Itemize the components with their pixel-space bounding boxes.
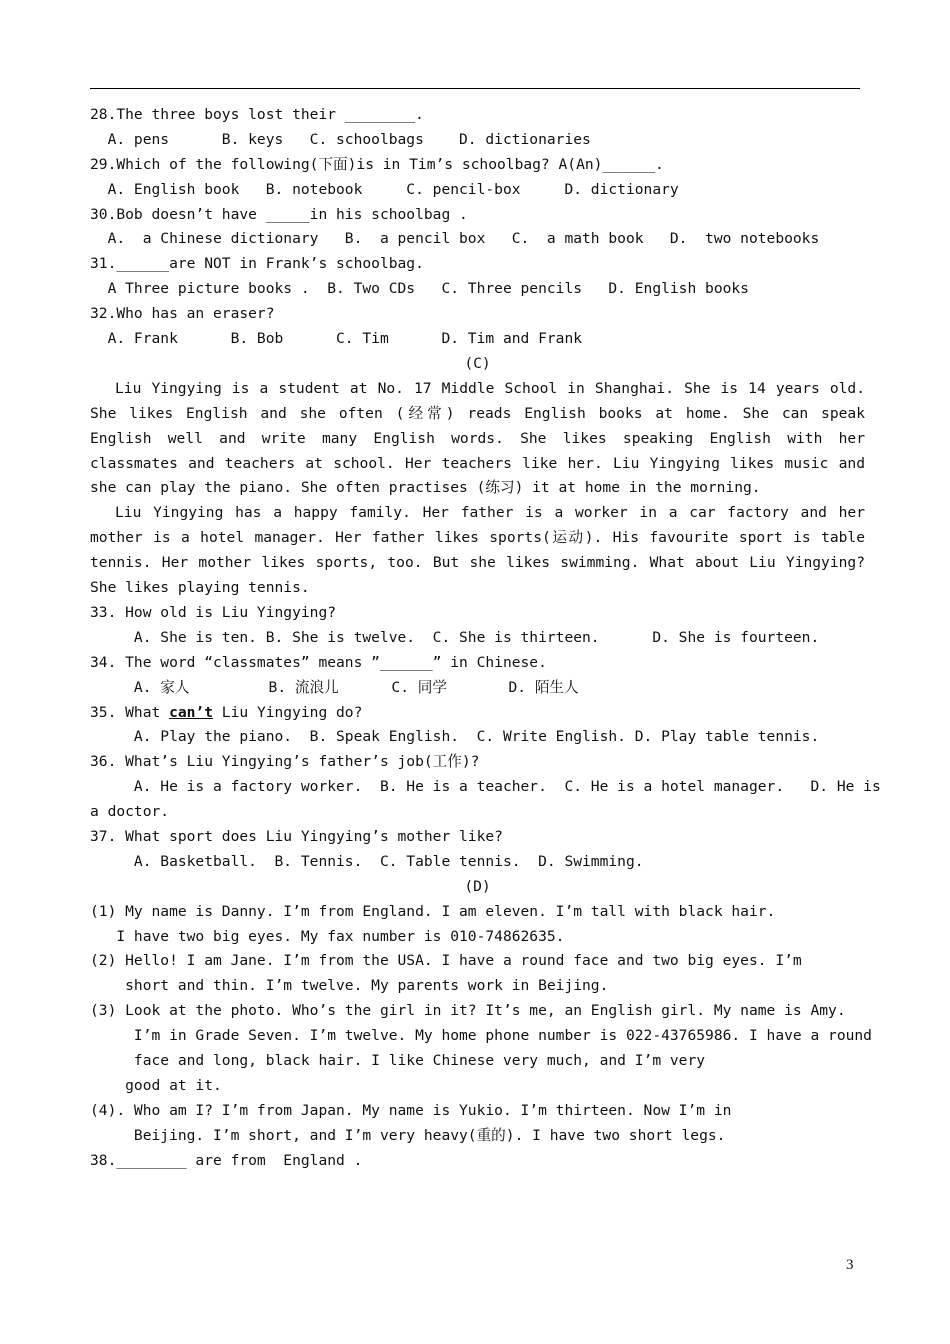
question-31-stem: 31.______are NOT in Frank’s schoolbag. bbox=[90, 255, 424, 273]
section-c-heading: (C) bbox=[464, 354, 491, 372]
page-number: 3 bbox=[846, 1257, 854, 1273]
question-35-options: A. Play the piano. B. Speak English. C. Write English. D. Play table tennis. bbox=[90, 728, 820, 746]
passage-d-line: short and thin. I’m twelve. My parents work in Beijing. bbox=[90, 977, 609, 995]
passage-c-paragraph-2: Liu Yingying has a happy family. Her father is a worker in a car factory and her mother is a hotel manager. Her father likes sports(运动). His favourite sport is table tennis. Her mother likes sports, too. But she likes swimming. What about Liu Yingying? She likes playing tennis. bbox=[90, 504, 865, 597]
question-28-stem: 28.The three boys lost their ________. bbox=[90, 106, 424, 123]
passage-d-line: Beijing. I’m short, and I’m very heavy(重的). I have two short legs. bbox=[90, 1126, 726, 1144]
header-rule bbox=[90, 88, 860, 89]
passage-d-line: (2) Hello! I am Jane. I’m from the USA. I have a round face and two big eyes. I’m bbox=[90, 952, 802, 970]
question-35-stem-start: 35. What bbox=[90, 703, 170, 721]
question-29-options: A. English book B. notebook C. pencil-box D. dictionary bbox=[90, 180, 679, 198]
question-37-stem: 37. What sport does Liu Yingying’s mother like? bbox=[90, 827, 503, 845]
question-30-options: A. a Chinese dictionary B. a pencil box C. a math book D. two notebooks bbox=[90, 230, 820, 248]
passage-d-line: (4). Who am I? I’m from Japan. My name is Yukio. I’m thirteen. Now I’m in bbox=[90, 1101, 732, 1119]
passage-d-line: (3) Look at the photo. Who’s the girl in it? It’s me, an English girl. My name is Amy. bbox=[90, 1002, 846, 1020]
passage-c-paragraph-1: Liu Yingying is a student at No. 17 Middle School in Shanghai. She is 14 years old. She likes English and she often (经常) reads English books at home. She can speak English well and write many English words. She likes speaking English with her classmates and teachers at school. Her teachers like her. Liu Yingying likes music and she can play the piano. She often practises (练习) it at home in the morning. bbox=[90, 379, 865, 497]
question-30-stem: 30.Bob doesn’t have _____in his schoolbag . bbox=[90, 205, 468, 223]
question-37-options: A. Basketball. B. Tennis. C. Table tennis. D. Swimming. bbox=[90, 852, 644, 870]
section-d-heading: (D) bbox=[464, 877, 491, 895]
question-36-options-line-2: a doctor. bbox=[90, 803, 170, 821]
question-38-stem: 38.________ are from England . bbox=[90, 1151, 363, 1169]
question-34-stem: 34. The word “classmates” means ”______” in Chinese. bbox=[90, 653, 547, 671]
question-28-options: A. pens B. keys C. schoolbags D. dictionaries bbox=[90, 130, 591, 148]
question-35-emphasis: can’t bbox=[169, 703, 214, 721]
question-32-stem: 32.Who has an eraser? bbox=[90, 305, 275, 323]
question-33-options: A. She is ten. B. She is twelve. C. She is thirteen. D. She is fourteen. bbox=[90, 628, 820, 646]
question-33-stem: 33. How old is Liu Yingying? bbox=[90, 603, 337, 621]
question-35-stem-end: Liu Yingying do? bbox=[213, 703, 363, 721]
question-29-stem: 29.Which of the following(下面)is in Tim’s schoolbag? A(An)______. bbox=[90, 155, 664, 173]
worksheet-body bbox=[90, 103, 881, 1173]
question-35-stem bbox=[90, 701, 865, 726]
passage-d-line: I have two big eyes. My fax number is 010-74862635. bbox=[90, 927, 565, 945]
question-32-options: A. Frank B. Bob C. Tim D. Tim and Frank bbox=[90, 330, 583, 348]
passage-d-line: face and long, black hair. I like Chinese very much, and I’m very bbox=[90, 1051, 706, 1069]
question-31-options: A Three picture books . B. Two CDs C. Three pencils D. English books bbox=[90, 280, 749, 298]
question-36-stem: 36. What’s Liu Yingying’s father’s job(工作)? bbox=[90, 753, 480, 771]
passage-d-line: I’m in Grade Seven. I’m twelve. My home phone number is 022-43765986. I have a round bbox=[90, 1027, 872, 1045]
passage-d-line: (1) My name is Danny. I’m from England. I am eleven. I’m tall with black hair. bbox=[90, 902, 776, 920]
question-34-options: A. 家人 B. 流浪儿 C. 同学 D. 陌生人 bbox=[90, 678, 579, 696]
passage-d-line: good at it. bbox=[90, 1076, 222, 1094]
question-36-options-line-1: A. He is a factory worker. B. He is a teacher. C. He is a hotel manager. D. He is bbox=[90, 778, 881, 796]
